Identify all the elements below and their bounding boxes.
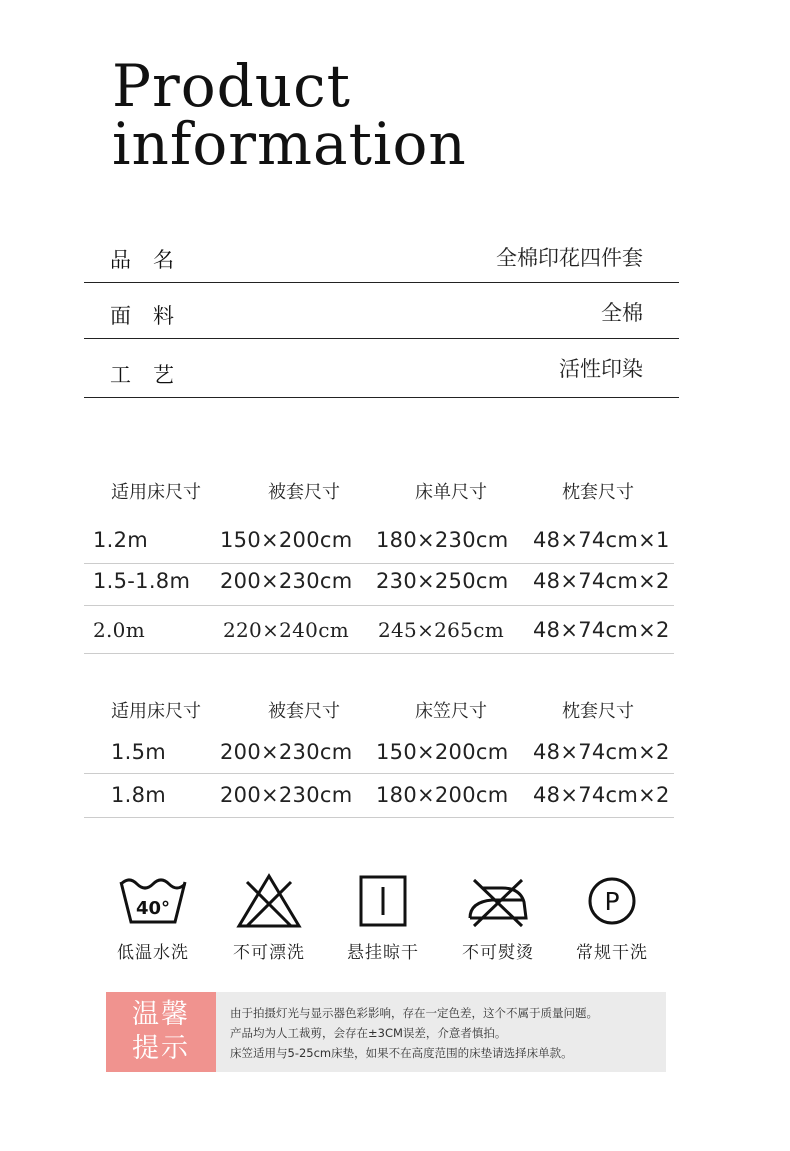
care-item-no-iron bbox=[438, 872, 558, 963]
title-line-1: Product bbox=[112, 52, 351, 120]
cell-pillow: 48×74cm×2 bbox=[533, 618, 670, 642]
cell-pillow: 48×74cm×1 bbox=[533, 528, 670, 552]
cell-sheet: 180×230cm bbox=[376, 528, 509, 552]
cell-fitted: 180×200cm bbox=[376, 783, 509, 807]
care-item-no-bleach bbox=[209, 872, 329, 963]
care-item-hang-dry bbox=[323, 872, 443, 963]
notice-line: 产品均为人工裁剪，会存在±3CM误差，介意者慎拍。 bbox=[230, 1026, 507, 1040]
care-item-dry-clean bbox=[552, 872, 672, 963]
cell-bed: 2.0m bbox=[93, 618, 145, 642]
wash-40-icon bbox=[117, 872, 189, 930]
cell-fitted: 150×200cm bbox=[376, 740, 509, 764]
header-pillowcase-size: 枕套尺寸 bbox=[562, 482, 634, 503]
cell-duvet: 200×230cm bbox=[220, 740, 353, 764]
cell-bed: 1.2m bbox=[93, 528, 149, 552]
info-label: 品名 bbox=[110, 248, 196, 272]
cell-pillow: 48×74cm×2 bbox=[533, 569, 670, 593]
size-table-header bbox=[84, 697, 674, 727]
size-table-fitted bbox=[84, 697, 674, 818]
info-label: 工艺 bbox=[110, 363, 196, 387]
notice-text bbox=[230, 1003, 598, 1063]
header-bed-size: 适用床尺寸 bbox=[111, 482, 201, 503]
care-instructions bbox=[0, 872, 790, 972]
hang-dry-icon bbox=[347, 872, 419, 930]
wash-temp: 40° bbox=[135, 898, 171, 919]
notice-tag bbox=[106, 992, 216, 1072]
no-bleach-icon bbox=[233, 872, 305, 930]
cell-duvet: 150×200cm bbox=[220, 528, 353, 552]
care-label: 悬挂晾干 bbox=[347, 943, 419, 963]
cell-duvet: 220×240cm bbox=[223, 618, 349, 642]
dry-clean-letter: P bbox=[604, 887, 620, 916]
product-info-table bbox=[84, 226, 679, 398]
notice-tag-line: 提示 bbox=[132, 1033, 190, 1064]
cell-bed: 1.5-1.8m bbox=[93, 569, 191, 593]
info-row bbox=[84, 339, 679, 398]
table-row bbox=[84, 606, 674, 654]
info-value: 全棉 bbox=[601, 301, 643, 325]
cell-duvet: 200×230cm bbox=[220, 783, 353, 807]
cell-sheet: 245×265cm bbox=[378, 618, 504, 642]
care-label: 常规干洗 bbox=[576, 943, 648, 963]
header-fitted-sheet-size: 床笠尺寸 bbox=[415, 701, 487, 722]
header-pillowcase-size: 枕套尺寸 bbox=[562, 701, 634, 722]
notice-tag-line: 温馨 bbox=[132, 999, 190, 1030]
care-label: 不可熨烫 bbox=[462, 943, 534, 963]
size-table-header bbox=[84, 478, 674, 508]
info-value: 活性印染 bbox=[559, 357, 643, 381]
size-table-sheet bbox=[84, 478, 674, 654]
cell-bed: 1.5m bbox=[111, 740, 167, 764]
cell-sheet: 230×250cm bbox=[376, 569, 509, 593]
header-bed-size: 适用床尺寸 bbox=[111, 701, 201, 722]
care-label: 不可漂洗 bbox=[233, 943, 305, 963]
cell-bed: 1.8m bbox=[111, 783, 167, 807]
header-sheet-size: 床单尺寸 bbox=[415, 482, 487, 503]
cell-pillow: 48×74cm×2 bbox=[533, 783, 670, 807]
header-duvet-size: 被套尺寸 bbox=[268, 482, 340, 503]
table-row bbox=[84, 564, 674, 606]
dry-clean-icon bbox=[576, 872, 648, 930]
info-row bbox=[84, 226, 679, 283]
table-row bbox=[84, 526, 674, 564]
info-value: 全棉印花四件套 bbox=[496, 246, 643, 270]
table-row bbox=[84, 740, 674, 774]
notice-line: 床笠适用与5-25cm床垫，如果不在高度范围的床垫请选择床单款。 bbox=[230, 1046, 573, 1060]
info-row bbox=[84, 283, 679, 339]
cell-duvet: 200×230cm bbox=[220, 569, 353, 593]
notice-box bbox=[106, 992, 666, 1072]
no-iron-icon bbox=[462, 872, 534, 930]
title-line-2: information bbox=[112, 110, 467, 178]
info-label: 面料 bbox=[110, 304, 196, 328]
cell-pillow: 48×74cm×2 bbox=[533, 740, 670, 764]
header-duvet-size: 被套尺寸 bbox=[268, 701, 340, 722]
care-label: 低温水洗 bbox=[117, 943, 189, 963]
care-item-wash bbox=[93, 872, 213, 963]
notice-line: 由于拍摄灯光与显示器色彩影响，存在一定色差，这个不属于质量问题。 bbox=[230, 1006, 598, 1020]
table-row bbox=[84, 774, 674, 818]
